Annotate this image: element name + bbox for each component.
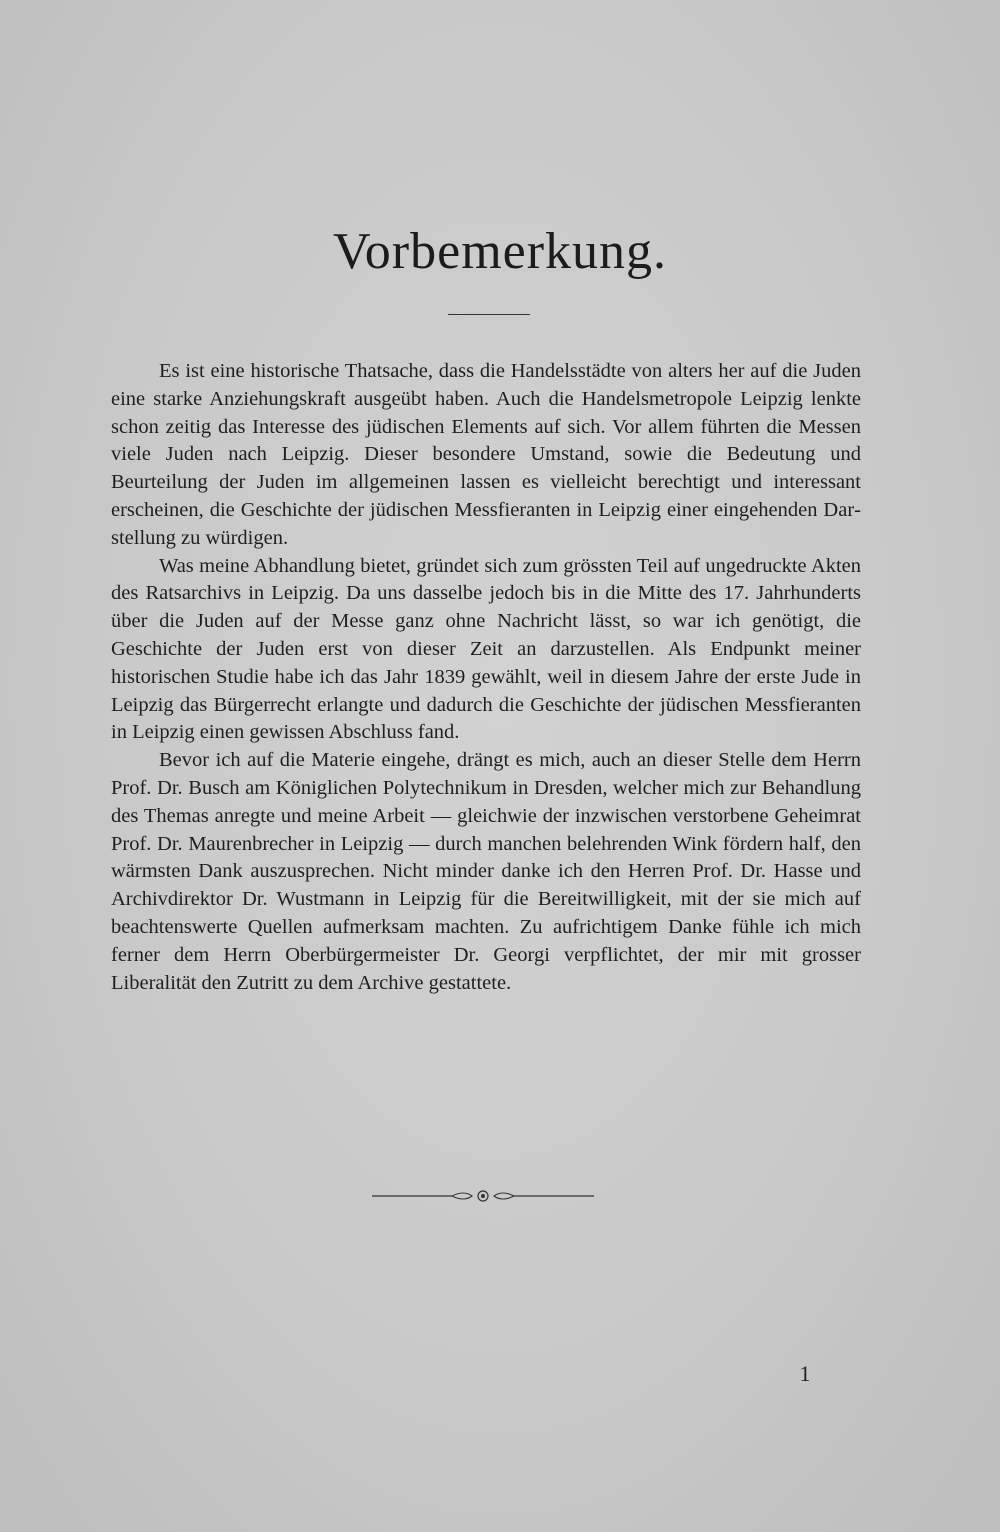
paragraph-3: Bevor ich auf die Materie eingehe, drängt es mich, auch an dieser Stelle dem Herrn Prof. Dr. Busch am Königlichen Polytechnikum in Dresden, welcher mich zur Behandlung des Themas anregte und meine Arbeit — gleichwie der inzwischen verstorbene Geheimrat Prof. Dr. Maurenbrecher in Leipzig — durch manchen belehrenden Wink fördern half, den wärmsten Dank auszusprechen. Nicht minder danke ich den Herren Prof. Dr. Hasse und Archivdirektor Dr. Wustmann in Leipzig für die Bereitwilligkeit, mit der sie mich auf beachtenswerte Quellen aufmerksam machten. Zu aufrichtigem Danke fühle ich mich ferner dem Herrn Oberbürgermeister Dr. Georgi verpflichtet, der mir mit grosser Liberalität den Zutritt zu dem Archive gestattete. [111,749,861,994]
fleuron-divider-icon [372,1186,594,1206]
body-text [111,358,861,997]
paragraph-1: Es ist eine historische Thatsache, dass die Handelsstädte von alters her auf die Juden eine starke Anziehungskraft ausgeübt haben. Auch die Handelsmetropole Leipzig lenkte schon zeitig das Interesse des jüdischen Elements auf sich. Vor allem führten die Messen viele Juden nach Leipzig. Dieser besondere Umstand, sowie die Bedeutung und Beurteilung der Juden im allgemeinen lassen es vielleicht berechtigt und interessant erscheinen, die Geschichte der jüdischen Messfieranten in Leipzig einer eingehenden Darstellung zu würdigen. [111,360,861,549]
title-underline-divider [448,314,530,315]
page-number: 1 [799,1361,811,1386]
page-title: Vorbemerkung. [332,223,668,280]
paragraph-2: Was meine Abhandlung bietet, gründet sich zum grössten Teil auf ungedruckte Akten des Ratsarchivs in Leipzig. Da uns dasselbe jedoch bis in die Mitte des 17. Jahrhunderts über die Juden auf der Messe ganz ohne Nachricht lässt, so war ich genötigt, die Geschichte der Juden erst von dieser Zeit an darzustellen. Als Endpunkt meiner historischen Studie habe ich das Jahr 1839 gewählt, weil in diesem Jahre der erste Jude in Leipzig das Bürgerrecht erlangte und dadurch die Geschichte der jüdischen Messfieranten in Leipzig einen gewissen Abschluss fand. [111,554,861,744]
